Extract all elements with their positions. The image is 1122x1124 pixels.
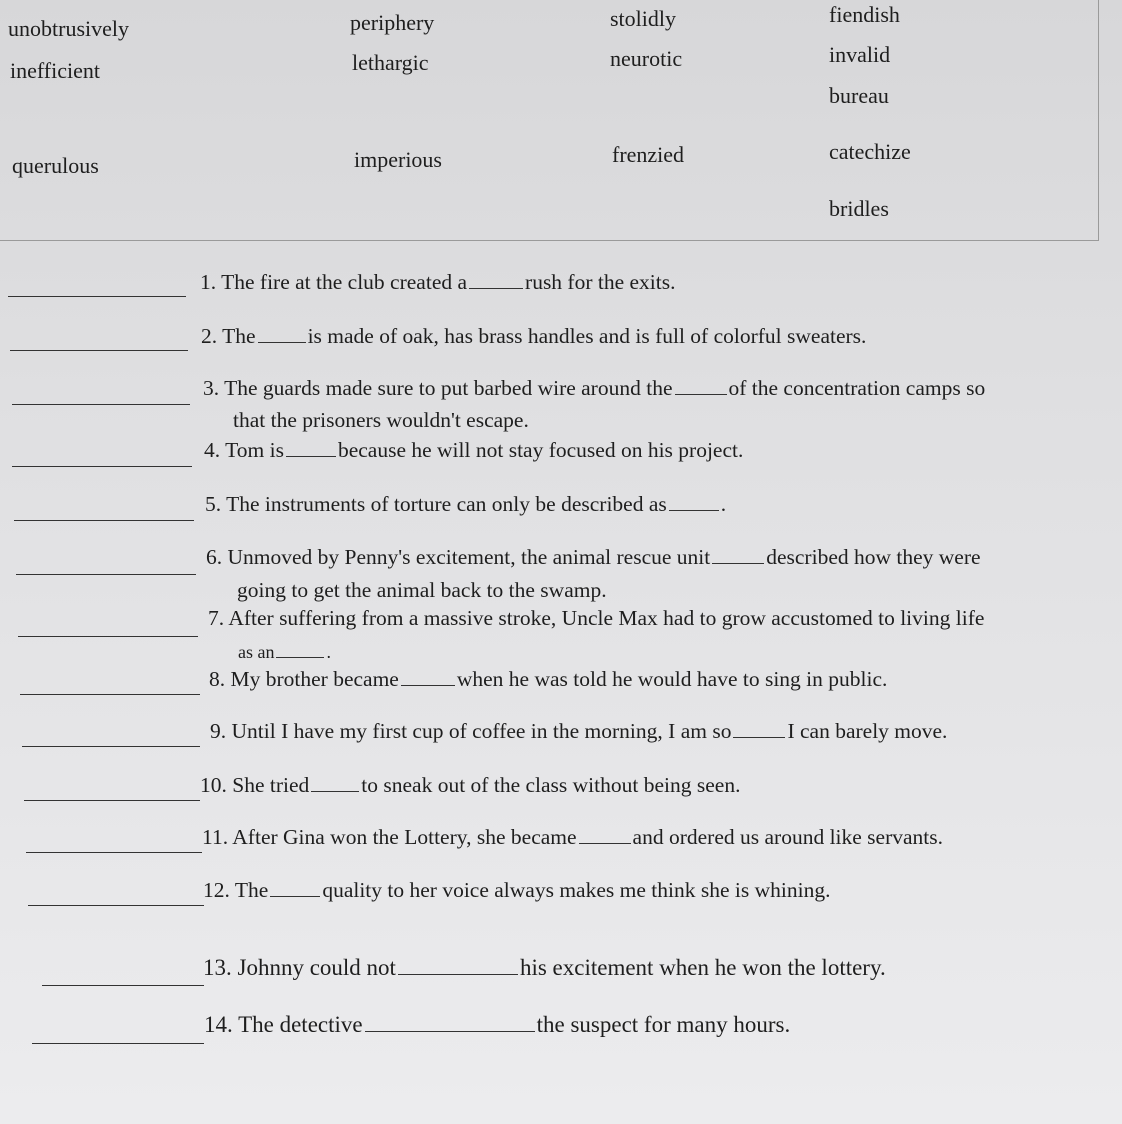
question-2: 2. The is made of oak, has brass handles and is full of colorful sweaters. (201, 324, 867, 348)
word-bank-word: frenzied (612, 142, 685, 167)
word-bank-word: stolidly (610, 6, 677, 31)
question-3-continued: that the prisoners wouldn't escape. (233, 408, 529, 432)
word-bank-word: invalid (829, 42, 891, 67)
answer-blank[interactable] (10, 350, 188, 351)
word-bank-word: lethargic (352, 50, 429, 75)
word-bank-word: bureau (829, 83, 889, 108)
question-12: 12. The quality to her voice always makes me think she is whining. (203, 878, 831, 902)
answer-blank[interactable] (24, 800, 200, 801)
question-8: 8. My brother became when he was told he would have to sing in public. (209, 667, 888, 691)
word-bank-word: inefficient (10, 58, 100, 83)
word-bank-word: catechize (829, 139, 911, 164)
word-bank-word: neurotic (610, 46, 683, 71)
question-4: 4. Tom is because he will not stay focused on his project. (204, 438, 744, 462)
word-bank-word: periphery (350, 10, 435, 35)
inline-blank[interactable] (712, 562, 764, 564)
answer-blank[interactable] (20, 694, 200, 695)
question-10: 10. She tried to sneak out of the class without being seen. (200, 773, 741, 797)
inline-blank[interactable] (669, 509, 719, 511)
inline-blank[interactable] (311, 790, 359, 792)
answer-blank[interactable] (18, 636, 198, 637)
word-bank-word: fiendish (829, 2, 900, 27)
inline-blank[interactable] (286, 455, 336, 457)
word-bank-word: unobtrusively (8, 16, 129, 41)
inline-blank[interactable] (398, 973, 518, 975)
inline-blank[interactable] (401, 684, 455, 686)
inline-blank[interactable] (675, 393, 727, 395)
answer-blank[interactable] (42, 985, 204, 986)
inline-blank[interactable] (258, 341, 306, 343)
question-14: 14. The detective the suspect for many hours. (204, 1012, 791, 1037)
question-7-continued: as an . (238, 642, 331, 662)
inline-blank[interactable] (270, 895, 320, 897)
answer-blank[interactable] (8, 296, 186, 297)
answer-blank[interactable] (16, 574, 196, 575)
question-1: 1. The fire at the club created a rush for the exits. (200, 270, 676, 294)
inline-blank[interactable] (276, 656, 324, 658)
inline-blank[interactable] (579, 842, 631, 844)
answer-blank[interactable] (28, 905, 204, 906)
answer-blank[interactable] (32, 1043, 204, 1044)
answer-blank[interactable] (12, 404, 190, 405)
question-3: 3. The guards made sure to put barbed wire around the of the concentration camps so (203, 376, 986, 400)
word-bank (0, 0, 1099, 241)
question-6: 6. Unmoved by Penny's excitement, the animal rescue unit described how they were (206, 545, 981, 569)
question-5: 5. The instruments of torture can only be described as . (205, 492, 727, 516)
answer-blank[interactable] (14, 520, 194, 521)
question-11: 11. After Gina won the Lottery, she became and ordered us around like servants. (202, 825, 944, 849)
word-bank-word: bridles (829, 196, 889, 221)
answer-blank[interactable] (12, 466, 192, 467)
inline-blank[interactable] (365, 1030, 535, 1032)
inline-blank[interactable] (733, 736, 785, 738)
word-bank-word: imperious (354, 147, 442, 172)
question-9: 9. Until I have my first cup of coffee in the morning, I am so I can barely move. (210, 719, 948, 743)
inline-blank[interactable] (469, 287, 523, 289)
answer-blank[interactable] (26, 852, 202, 853)
word-bank-word: querulous (12, 153, 99, 178)
question-6-continued: going to get the animal back to the swamp. (237, 578, 607, 602)
question-7: 7. After suffering from a massive stroke, Uncle Max had to grow accustomed to living life (208, 606, 985, 630)
answer-blank[interactable] (22, 746, 200, 747)
question-13: 13. Johnny could not his excitement when he won the lottery. (203, 955, 886, 980)
